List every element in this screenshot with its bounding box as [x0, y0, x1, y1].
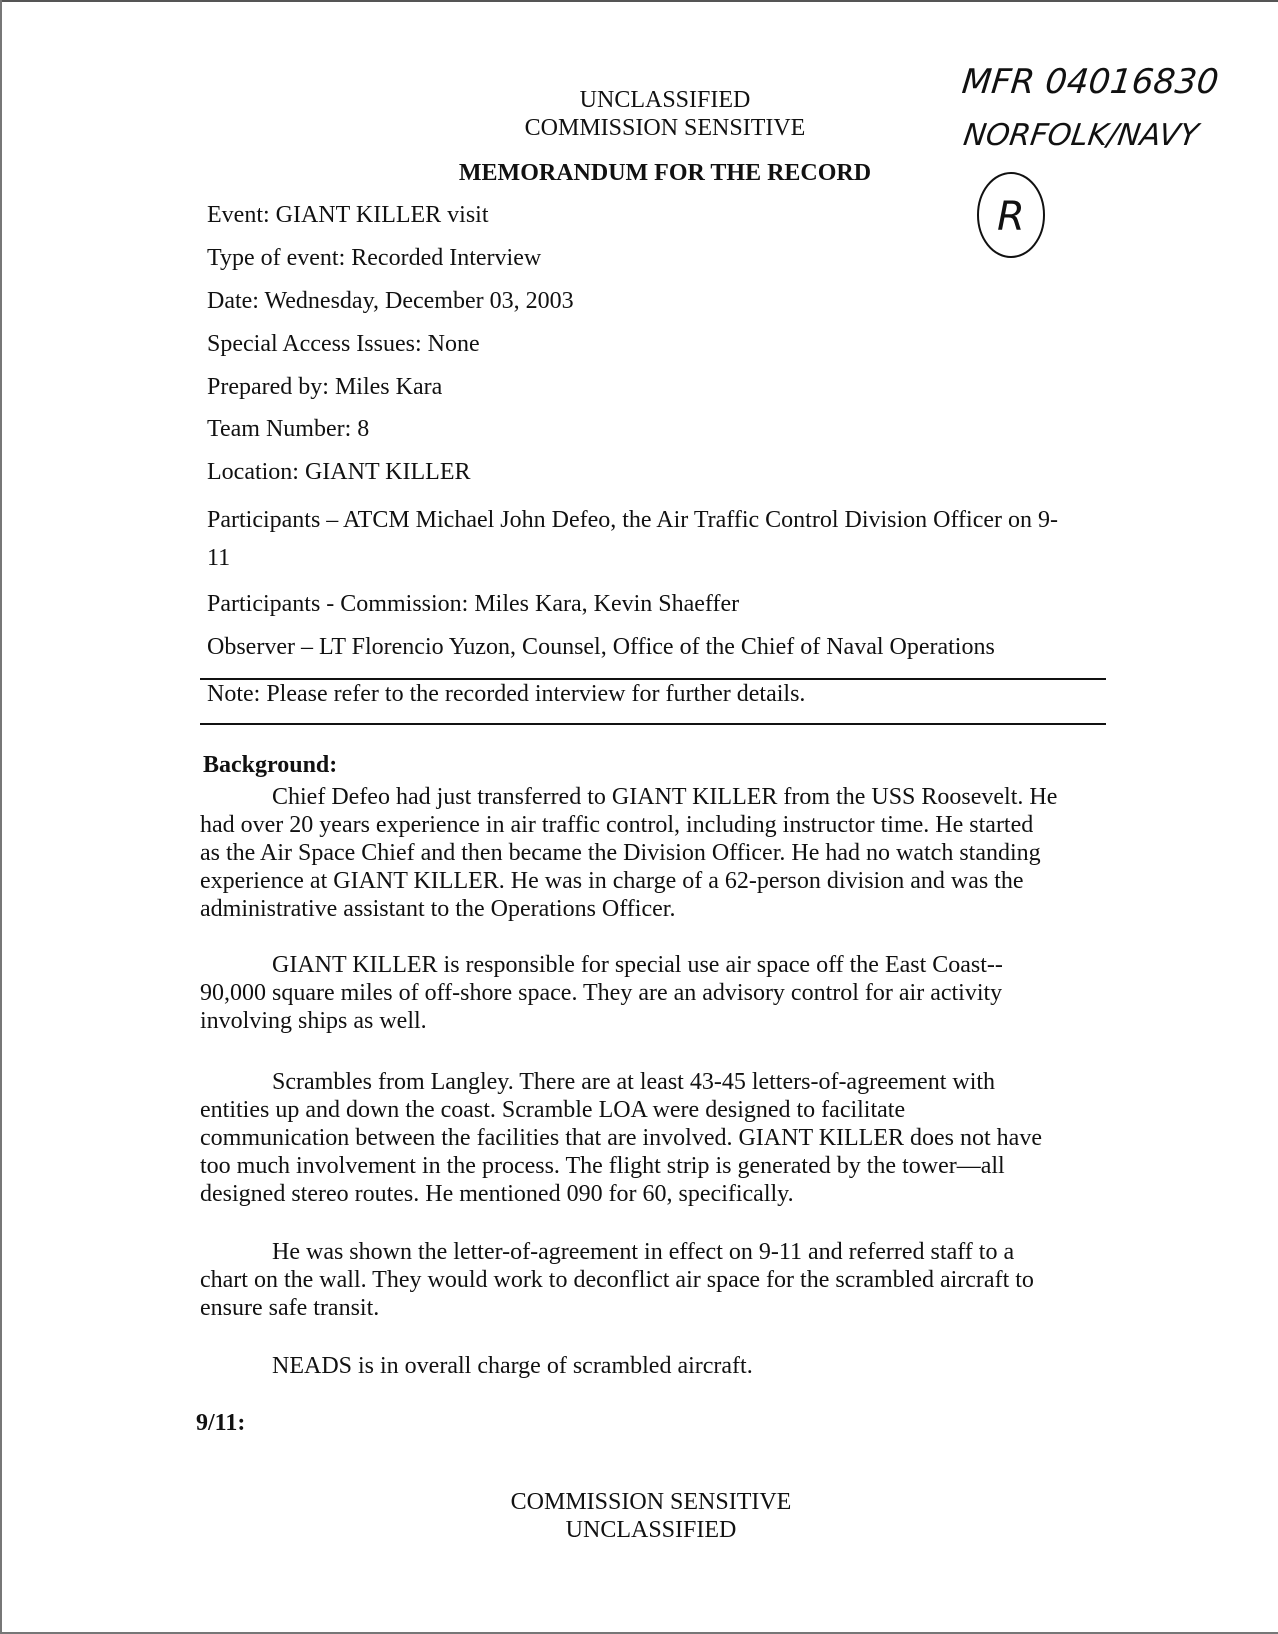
paragraph-line: He was shown the letter-of-agreement in effect on 9-11 and referred staff to a: [272, 1239, 1015, 1265]
divider-bottom: [200, 723, 1106, 725]
footer-sensitivity: COMMISSION SENSITIVE: [510, 1489, 792, 1515]
circled-mark-letter: R: [997, 194, 1025, 240]
paragraph-line: ensure safe transit.: [200, 1295, 380, 1321]
special-access-field: Special Access Issues: None: [207, 331, 480, 357]
background-paragraph-2: [200, 951, 1110, 1035]
background-paragraph-4: [200, 1238, 1110, 1322]
header-classification: UNCLASSIFIED: [579, 87, 751, 113]
paragraph-line: 90,000 square miles of off-shore space. They are an advisory control for air activity: [200, 980, 1003, 1006]
section-911-heading: 9/11:: [196, 1410, 246, 1436]
page-border: [0, 0, 1278, 2]
participants-commission-field: Participants - Commission: Miles Kara, Kevin Shaeffer: [207, 591, 740, 617]
paragraph-line: GIANT KILLER is responsible for special use air space off the East Coast--: [272, 952, 1003, 978]
observer-field: Observer – LT Florencio Yuzon, Counsel, Office of the Chief of Naval Operations: [207, 634, 995, 660]
participants-field-continued: 11: [207, 545, 231, 571]
event-field: Event: GIANT KILLER visit: [207, 202, 489, 228]
participants-field: Participants – ATCM Michael John Defeo, the Air Traffic Control Division Officer on 9-: [207, 507, 1059, 533]
paragraph-line: experience at GIANT KILLER. He was in charge of a 62-person division and was the: [200, 868, 1024, 894]
date-field: Date: Wednesday, December 03, 2003: [207, 288, 574, 314]
location-field: Location: GIANT KILLER: [207, 459, 471, 485]
handwritten-location: NORFOLK/NAVY: [961, 118, 1201, 153]
paragraph-line: as the Air Space Chief and then became the Division Officer. He had no watch standing: [200, 840, 1041, 866]
paragraph-line: Chief Defeo had just transferred to GIANT KILLER from the USS Roosevelt. He: [272, 784, 1058, 810]
paragraph-line: involving ships as well.: [200, 1008, 427, 1034]
prepared-by-field: Prepared by: Miles Kara: [207, 374, 443, 400]
memo-title: MEMORANDUM FOR THE RECORD: [458, 160, 872, 186]
background-paragraph-3: [200, 1068, 1110, 1208]
paragraph-line: designed stereo routes. He mentioned 090 for 60, specifically.: [200, 1181, 794, 1207]
background-paragraph-1: [200, 783, 1110, 923]
paragraph-line: communication between the facilities that are involved. GIANT KILLER does not have: [200, 1125, 1042, 1151]
background-paragraph-5: [200, 1352, 1110, 1380]
paragraph-line: entities up and down the coast. Scramble LOA were designed to facilitate: [200, 1097, 906, 1123]
paragraph-line: NEADS is in overall charge of scrambled aircraft.: [272, 1353, 753, 1379]
paragraph-line: too much involvement in the process. The flight strip is generated by the tower—all: [200, 1153, 1005, 1179]
header-sensitivity: COMMISSION SENSITIVE: [524, 115, 806, 141]
background-heading: Background:: [203, 752, 338, 778]
paragraph-line: had over 20 years experience in air traffic control, including instructor time. He started: [200, 812, 1034, 838]
footer-classification: UNCLASSIFIED: [565, 1517, 737, 1543]
paragraph-line: chart on the wall. They would work to deconflict air space for the scrambled aircraft to: [200, 1267, 1034, 1293]
team-number-field: Team Number: 8: [207, 416, 370, 442]
paragraph-line: Scrambles from Langley. There are at least 43-45 letters-of-agreement with: [272, 1069, 996, 1095]
note-field: Note: Please refer to the recorded interview for further details.: [207, 681, 806, 707]
handwritten-file-number: MFR 04016830: [960, 62, 1221, 102]
page-border: [0, 0, 2, 1634]
type-of-event-field: Type of event: Recorded Interview: [207, 245, 542, 271]
paragraph-line: administrative assistant to the Operations Officer.: [200, 896, 676, 922]
